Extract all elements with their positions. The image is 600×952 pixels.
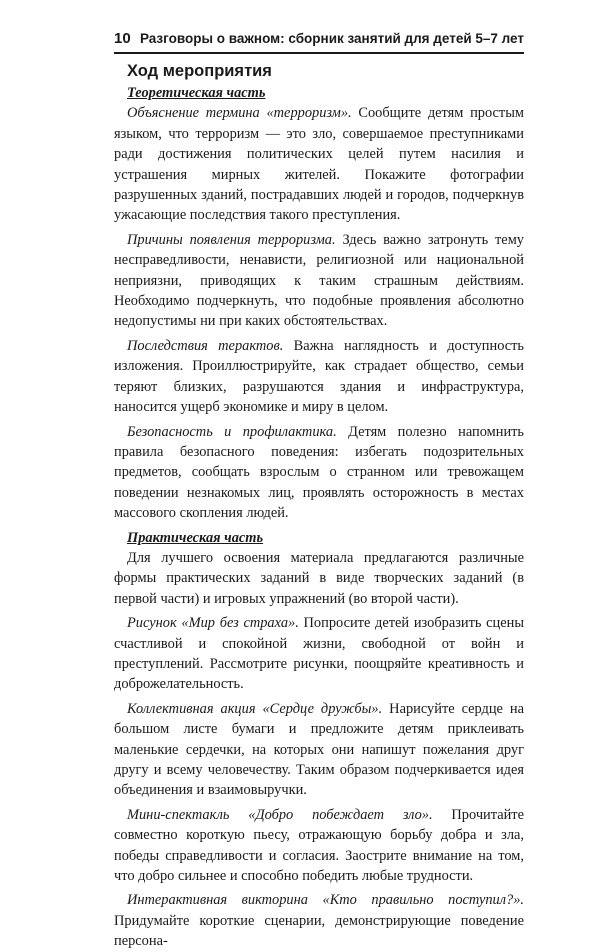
paragraph-quiz — [114, 890, 524, 951]
paragraph-term: Рисунок «Мир без страха». — [127, 615, 299, 632]
paragraph-term-explanation — [114, 103, 524, 225]
page-number: 10 — [114, 30, 131, 47]
section-heading: Ход мероприятия — [127, 62, 272, 80]
page-header — [114, 28, 524, 54]
paragraph-text: Детям полезно напомнить правила безопасного поведения: избегать подозрительных предметов, сообщать взрослым о странном или тревожащем поведении незнакомых лиц, проявлять осторожность в местах массового скопления людей. — [114, 423, 524, 522]
paragraph-text: Придумайте короткие сценарии, демонстрирующие поведение персона- — [114, 912, 524, 950]
paragraph-causes — [114, 230, 524, 332]
paragraph-term: Причины появления терроризма. — [127, 231, 336, 248]
theory-subheading: Теоретическая часть — [127, 85, 266, 101]
paragraph-practice-intro: Для лучшего освоения материала предлагаются различные формы практических заданий в виде творческих заданий (в первой части) и игровых упражнений (во второй части). — [114, 549, 524, 607]
paragraph-consequences — [114, 336, 524, 418]
body-text — [114, 83, 524, 952]
paragraph-text: Прочитайте совместно короткую пьесу, отражающую борьбу добра и зла, победы справедливости и согласия. Заострите внимание на том, что добро сильнее и способно победить любые трудности. — [114, 806, 524, 885]
paragraph-mini-play — [114, 805, 524, 887]
practice-subheading: Практическая часть — [127, 529, 264, 546]
paragraph-text: Сообщите детям простым языком, что терроризм — это зло, совершаемое преступниками ради достижения политических целей путем насилия и устрашения мирных жителей. Покажите фотографии разрушенных зданий, пострадавших людей и городов, подчеркнув ужасающие последствия такого преступления. — [114, 105, 525, 224]
paragraph-text: Нарисуйте сердце на большом листе бумаги и предложите детям приклеивать маленькие сердечки, на которых они напишут пожелания друг другу и всему человечеству. Таким образом подчеркивается идея объединения и взаимовыручки. — [114, 700, 524, 799]
paragraph-text: Здесь важно затронуть тему несправедливости, ненависти, религиозной или национальной неприязни, приводящих к таким страшным действиям. Необходимо подчеркнуть, что подобные проявления абсолютно недопустимы ни при каких обстоятельствах. — [114, 231, 524, 330]
paragraph-drawing — [114, 613, 524, 695]
paragraph-safety — [114, 422, 524, 524]
paragraph-term: Объяснение термина «терроризм». — [127, 105, 352, 122]
paragraph-term: Безопасность и профилактика. — [127, 423, 337, 440]
paragraph-term: Коллективная акция «Сердце дружбы». — [127, 700, 383, 717]
running-title: Разговоры о важном: сборник занятий для детей 5–7 лет — [139, 31, 524, 46]
paragraph-text: Попросите детей изобразить сцены счастливой и спокойной жизни, свободной от войн и преступлений. Рассмотрите рисунки, поощряйте креативность и доброжелательность. — [114, 615, 525, 693]
paragraph-term: Интерактивная викторина «Кто правильно поступил?». — [127, 892, 524, 909]
paragraph-term: Последствия терактов. — [127, 337, 284, 354]
paragraph-text: Важна наглядность и доступность изложения. Проиллюстрируйте, как страдает общество, семьи теряют близких, разрушаются здания и инфраструктура, наносится ущерб экономике и миру в целом. — [114, 337, 524, 416]
paragraph-term: Мини-спектакль «Добро побеждает зло». — [127, 806, 433, 823]
